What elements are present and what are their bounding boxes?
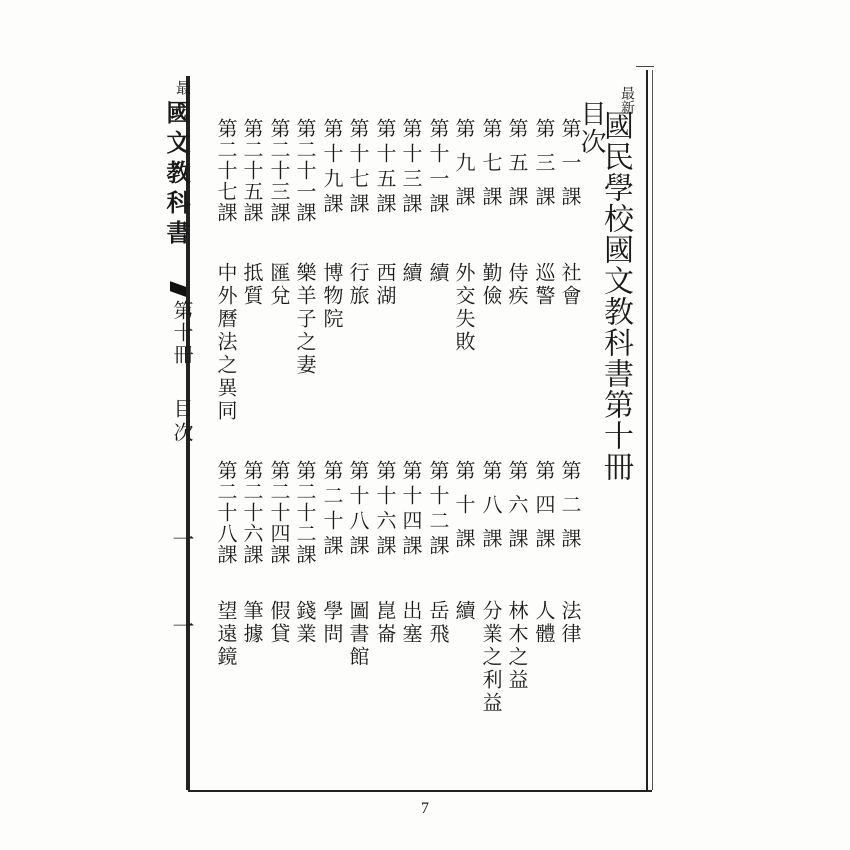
toc-upper-lesson-title: 匯兌 [267, 262, 291, 308]
toc-upper-lesson-title: 侍疾 [505, 262, 529, 308]
toc-lower-lesson-title: 崑崙 [373, 600, 397, 646]
toc-lower-lesson-number: 第二十課 [320, 460, 344, 560]
toc-lower-lesson-number: 第二十六課 [240, 460, 264, 565]
toc-upper-lesson-number: 第二十三課 [267, 118, 291, 223]
frame-right-border [646, 70, 648, 790]
toc-upper-lesson-title: 續 [399, 262, 423, 285]
margin-section: 目次 [170, 398, 194, 446]
margin-book-title: 國文教科書 [162, 100, 191, 250]
toc-lower-lesson-number: 第四課 [532, 460, 556, 562]
toc-upper-lesson-number: 第七課 [479, 118, 503, 220]
toc-upper-lesson-number: 第一課 [558, 118, 582, 220]
toc-lower-lesson-title: 岳飛 [426, 600, 450, 646]
toc-upper-lesson-number: 第十一課 [426, 118, 450, 218]
margin-leaf-number: 一 [169, 528, 194, 550]
toc-lower-lesson-title: 錢業 [293, 600, 317, 646]
toc-lower-lesson-title: 分業之利益 [479, 600, 503, 715]
toc-upper-lesson-title: 續 [426, 262, 450, 285]
toc-lower-lesson-title: 林木之益 [505, 600, 529, 692]
toc-lower-lesson-title: 學問 [320, 600, 344, 646]
toc-lower-lesson-title: 法律 [558, 600, 582, 646]
toc-upper-lesson-title: 社會 [558, 262, 582, 308]
toc-upper-lesson-number: 第九課 [452, 118, 476, 220]
toc-upper-lesson-title: 勤儉 [479, 262, 503, 308]
toc-lower-lesson-title: 筆據 [240, 600, 264, 646]
frame-top-tick [636, 66, 654, 67]
toc-heading: 目次 [576, 100, 606, 156]
toc-lower-lesson-number: 第二十二課 [293, 460, 317, 565]
toc-upper-lesson-title: 行旅 [346, 262, 370, 308]
toc-lower-lesson-title: 出塞 [399, 600, 423, 646]
toc-upper-lesson-title: 抵質 [240, 262, 264, 308]
toc-upper-lesson-number: 第十三課 [399, 118, 423, 218]
toc-upper-lesson-title: 外交失敗 [452, 262, 476, 354]
series-label: 最新 [619, 86, 635, 114]
toc-upper-lesson-title: 中外曆法之異同 [214, 262, 238, 423]
toc-upper-lesson-number: 第三課 [532, 118, 556, 220]
toc-lower-lesson-title: 假貸 [267, 600, 291, 646]
toc-upper-lesson-title: 西湖 [373, 262, 397, 308]
margin-top-char: 最 [174, 80, 192, 95]
toc-lower-lesson-number: 第十四課 [399, 460, 423, 560]
toc-lower-lesson-number: 第二課 [558, 460, 582, 562]
toc-lower-lesson-title: 望遠鏡 [214, 600, 238, 669]
fishtail-mark [170, 281, 186, 297]
toc-lower-lesson-title: 續 [452, 600, 476, 623]
book-title: 國民學校國文教科書第十冊 [598, 110, 633, 482]
toc-lower-lesson-title: 圖書館 [346, 600, 370, 669]
toc-upper-lesson-title: 樂羊子之妻 [293, 262, 317, 377]
toc-upper-lesson-number: 第十七課 [346, 118, 370, 218]
toc-lower-lesson-number: 第十二課 [426, 460, 450, 560]
toc-lower-lesson-number: 第十課 [452, 460, 476, 562]
toc-upper-lesson-number: 第五課 [505, 118, 529, 220]
toc-upper-lesson-title: 巡警 [532, 262, 556, 308]
toc-lower-lesson-title: 人體 [532, 600, 556, 646]
toc-upper-lesson-number: 第二十一課 [293, 118, 317, 223]
frame-right-inner-border [652, 70, 653, 790]
toc-lower-lesson-number: 第八課 [479, 460, 503, 562]
toc-upper-lesson-title: 博物院 [320, 262, 344, 331]
margin-volume: 第十冊 [170, 300, 194, 366]
margin-leaf-number-lower: 一 [169, 615, 194, 637]
toc-lower-lesson-number: 第十六課 [373, 460, 397, 560]
toc-lower-lesson-number: 第十八課 [346, 460, 370, 560]
toc-upper-lesson-number: 第十五課 [373, 118, 397, 218]
toc-upper-lesson-number: 第十九課 [320, 118, 344, 218]
toc-upper-lesson-number: 第二十七課 [214, 118, 238, 223]
page-number: 7 [421, 800, 429, 817]
toc-lower-lesson-number: 第六課 [505, 460, 529, 562]
toc-lower-lesson-number: 第二十四課 [267, 460, 291, 565]
toc-lower-lesson-number: 第二十八課 [214, 460, 238, 565]
toc-upper-lesson-number: 第二十五課 [240, 118, 264, 223]
